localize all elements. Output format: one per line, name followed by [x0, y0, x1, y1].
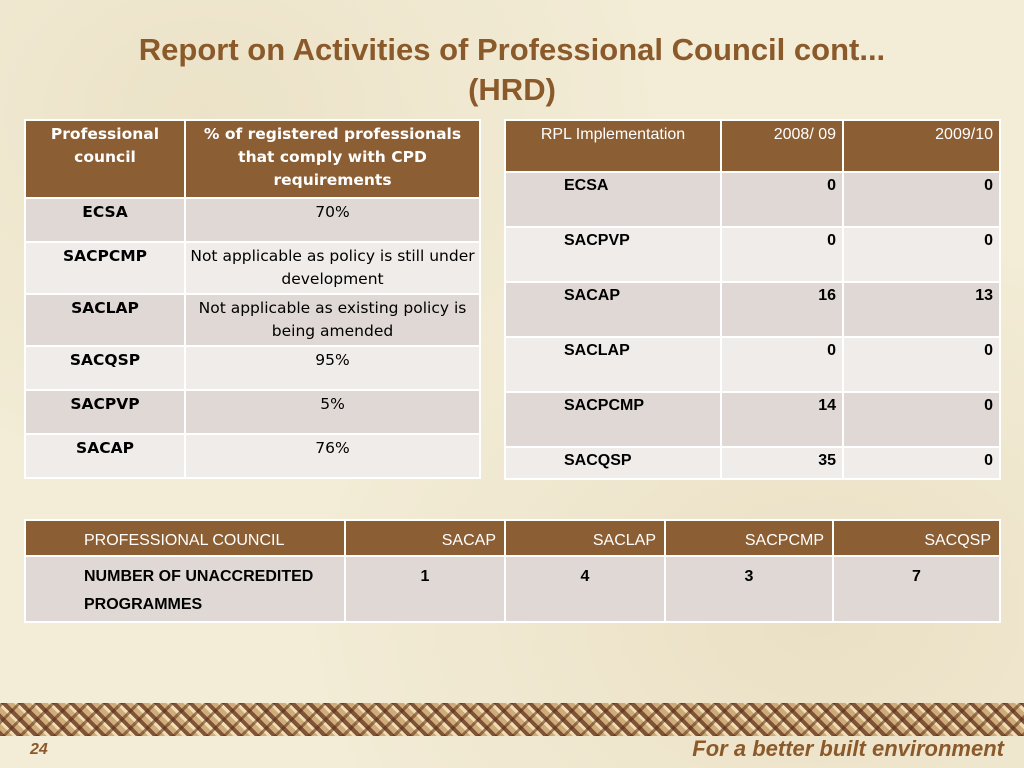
decorative-border-overlay [0, 703, 1024, 736]
column-header: SACAP [345, 520, 505, 556]
column-header: 2009/10 [843, 120, 1000, 172]
row-label: NUMBER OF UNACCREDITED PROGRAMMES [25, 556, 345, 622]
footer-tagline: For a better built environment [692, 736, 1004, 761]
rpl-2009-value: 13 [843, 282, 1000, 337]
council-name: SACLAP [505, 337, 721, 392]
cpd-value: 70% [185, 198, 480, 242]
slide-title [60, 30, 964, 110]
council-name: SACPVP [505, 227, 721, 282]
table-row [505, 172, 1000, 227]
cpd-compliance-table [24, 119, 481, 479]
unaccredited-count: 7 [833, 556, 1000, 622]
table-row [25, 346, 480, 390]
title-line-2: (HRD) [468, 72, 556, 107]
table-row [25, 198, 480, 242]
rpl-2008-value: 16 [721, 282, 843, 337]
table-row [25, 556, 1000, 622]
table-row [25, 390, 480, 434]
table-header-row [25, 520, 1000, 556]
council-name: ECSA [25, 198, 185, 242]
unaccredited-count: 3 [665, 556, 833, 622]
council-name: SACLAP [25, 294, 185, 346]
unaccredited-count: 1 [345, 556, 505, 622]
rpl-2009-value: 0 [843, 392, 1000, 447]
column-header: 2008/ 09 [721, 120, 843, 172]
rpl-2008-value: 35 [721, 447, 843, 479]
table-header-row [25, 120, 480, 198]
rpl-implementation-table [504, 119, 1001, 480]
unaccredited-count: 4 [505, 556, 665, 622]
council-name: SACPCMP [505, 392, 721, 447]
title-line-1: Report on Activities of Professional Council cont... [138, 32, 886, 67]
page-number: 24 [30, 741, 48, 758]
rpl-2009-value: 0 [843, 172, 1000, 227]
rpl-2008-value: 0 [721, 172, 843, 227]
rpl-2008-value: 14 [721, 392, 843, 447]
table-row [25, 242, 480, 294]
rpl-2009-value: 0 [843, 227, 1000, 282]
column-header: PROFESSIONAL COUNCIL [25, 520, 345, 556]
column-header: Professional council [25, 120, 185, 198]
council-name: SACPCMP [25, 242, 185, 294]
cpd-value: Not applicable as existing policy is being amended [185, 294, 480, 346]
rpl-2008-value: 0 [721, 227, 843, 282]
council-name: SACAP [505, 282, 721, 337]
table-row [505, 337, 1000, 392]
cpd-value: 76% [185, 434, 480, 478]
table-row [25, 294, 480, 346]
column-header: SACLAP [505, 520, 665, 556]
rpl-2009-value: 0 [843, 337, 1000, 392]
council-name: SACQSP [505, 447, 721, 479]
column-header: SACPCMP [665, 520, 833, 556]
council-name: SACPVP [25, 390, 185, 434]
table-row [505, 282, 1000, 337]
table-row [505, 447, 1000, 479]
table-row [25, 434, 480, 478]
council-name: SACQSP [25, 346, 185, 390]
table-row [505, 392, 1000, 447]
council-name: ECSA [505, 172, 721, 227]
table-header-row [505, 120, 1000, 172]
unaccredited-programmes-table [24, 519, 1001, 623]
table-row [505, 227, 1000, 282]
rpl-2008-value: 0 [721, 337, 843, 392]
cpd-value: 95% [185, 346, 480, 390]
council-name: SACAP [25, 434, 185, 478]
column-header: SACQSP [833, 520, 1000, 556]
rpl-2009-value: 0 [843, 447, 1000, 479]
cpd-value: 5% [185, 390, 480, 434]
column-header: % of registered professionals that comply with CPD requirements [185, 120, 480, 198]
column-header: RPL Implementation [505, 120, 721, 172]
cpd-value: Not applicable as policy is still under development [185, 242, 480, 294]
